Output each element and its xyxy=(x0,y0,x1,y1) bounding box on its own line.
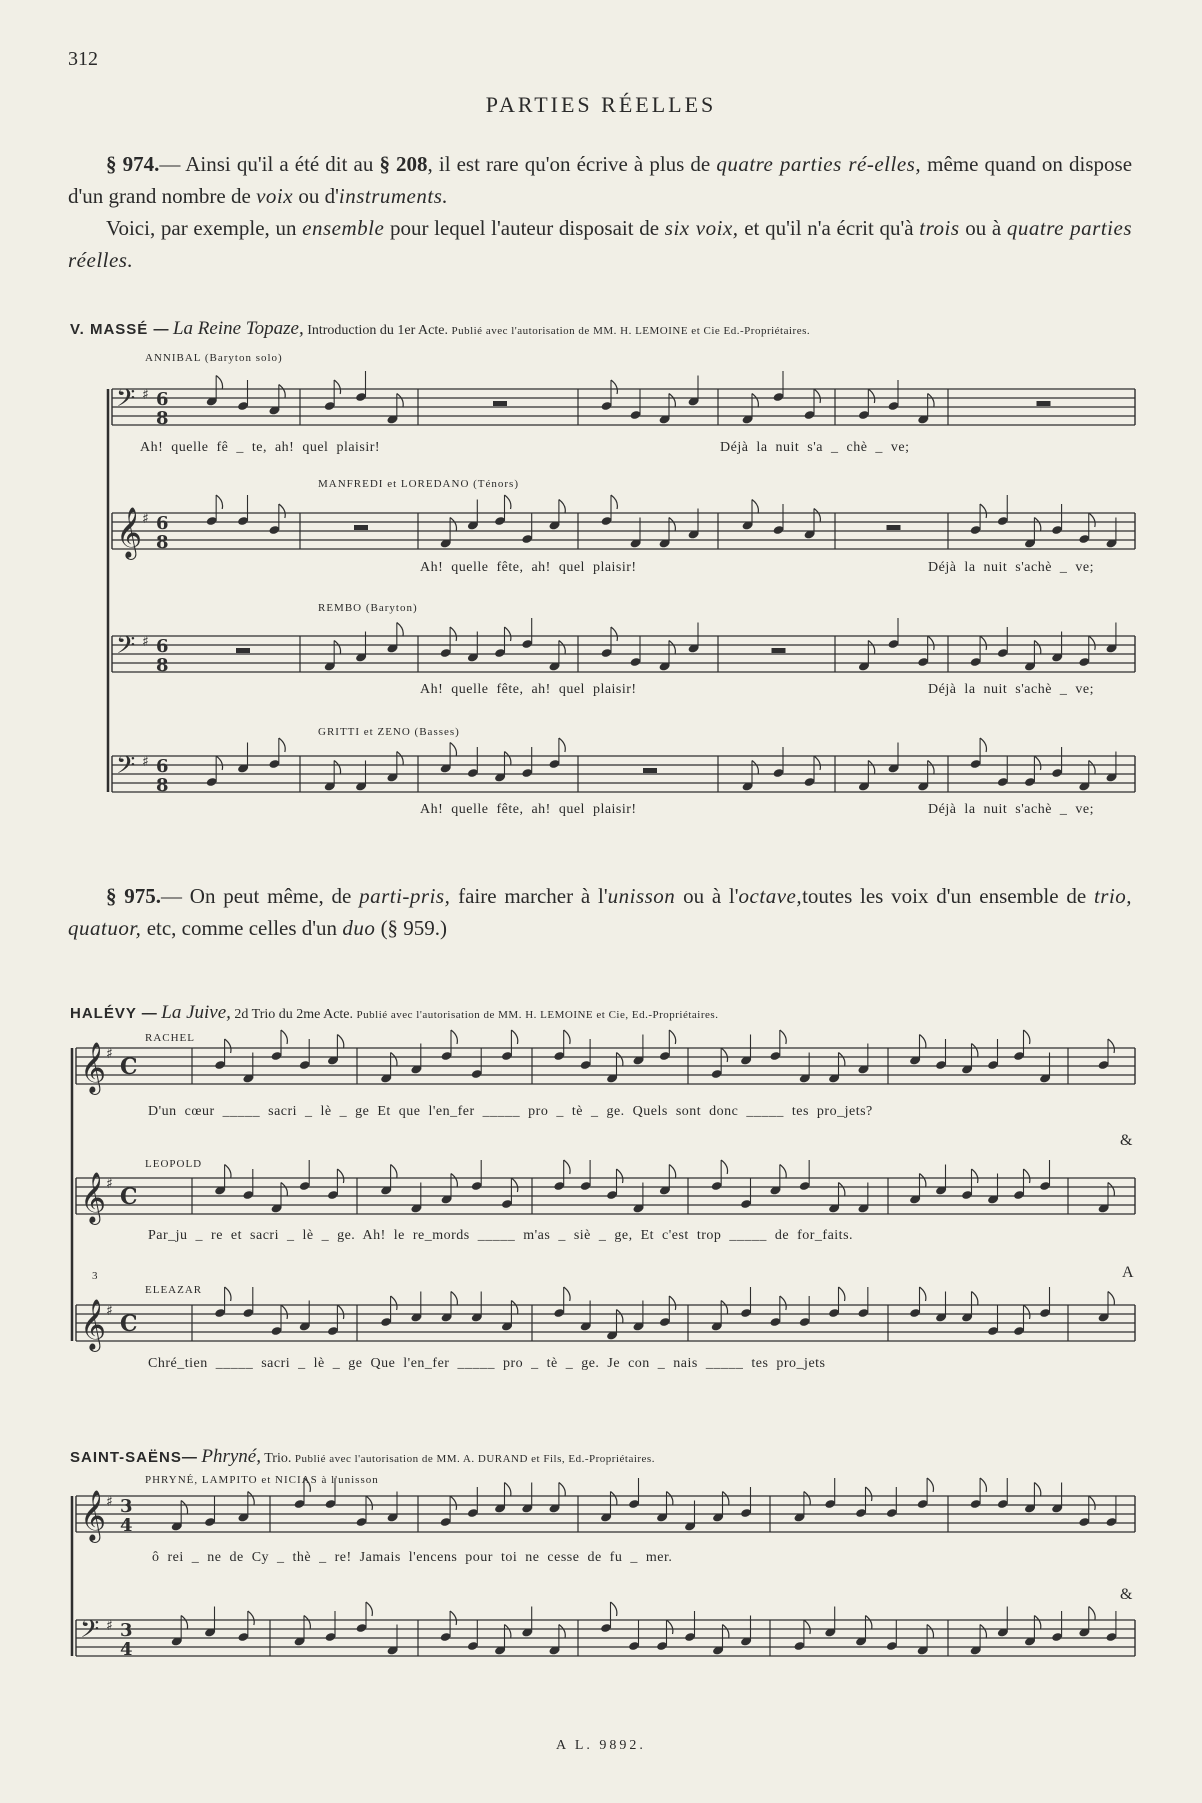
time-signature: 8 xyxy=(156,655,169,676)
note-flag xyxy=(1089,513,1095,527)
note-flag xyxy=(927,1478,933,1492)
text: Voici, par exemple, un xyxy=(106,216,303,240)
note-flag xyxy=(928,636,934,650)
emphasis: voix xyxy=(256,184,294,208)
note-flag xyxy=(669,518,675,532)
text: , il est rare qu'on écrive à plus de xyxy=(427,152,717,176)
time-signature: 6 xyxy=(156,389,169,410)
time-signature: 3 xyxy=(120,1496,133,1517)
note-flag xyxy=(559,1483,565,1497)
note-flag xyxy=(611,1492,617,1506)
work-info: Introduction du 1er Acte. xyxy=(307,323,448,338)
treble-clef: 𝄞 xyxy=(80,1299,107,1350)
voice-label: GRITTI et ZENO (Basses) xyxy=(318,726,460,738)
note-flag xyxy=(752,500,758,514)
note-flag xyxy=(564,1160,570,1174)
note-flag xyxy=(1034,756,1040,770)
permission: Publié avec l'autorisation de MM. A. DURAND et Fils, Ed.-Propriétaires. xyxy=(294,1453,655,1465)
time-signature: 8 xyxy=(156,532,169,553)
note-flag xyxy=(334,641,340,655)
note-flag xyxy=(1108,1292,1114,1306)
note-flag xyxy=(1089,1496,1095,1510)
text: pour lequel l'auteur disposait de xyxy=(384,216,665,240)
voice-label: RACHEL xyxy=(145,1032,195,1044)
note-flag xyxy=(1024,1305,1030,1319)
note-flag xyxy=(279,385,285,399)
note-flag xyxy=(804,1492,810,1506)
note-flag xyxy=(814,389,820,403)
note-flag xyxy=(505,752,511,766)
note-flag xyxy=(216,376,222,390)
note-flag xyxy=(391,1053,397,1067)
note-flag xyxy=(617,1310,623,1324)
note-flag xyxy=(337,1305,343,1319)
lyric: Déjà la nuit s'achè _ ve; xyxy=(928,802,1095,817)
lyric: Chré_tien _____ sacri _ lè _ ge Que l'en_fer _____ pro _ tè _ ge. Je con _ nais _____ tes pro_jets xyxy=(148,1356,826,1371)
composer: SAINT-SAËNS— xyxy=(70,1449,198,1466)
note-flag xyxy=(564,1030,570,1044)
note-flag xyxy=(1024,1030,1030,1044)
note-flag xyxy=(451,1292,457,1306)
lyric: Ah! quelle fête, ah! quel plaisir! xyxy=(420,560,637,575)
note-flag xyxy=(780,1165,786,1179)
note-flag xyxy=(839,1287,845,1301)
time-signature: 6 xyxy=(156,756,169,777)
note-flag xyxy=(611,380,617,394)
treble-clef: 𝄞 xyxy=(80,1042,107,1093)
text: — Ainsi qu'il a été dit au xyxy=(159,152,380,176)
treble-clef: 𝄞 xyxy=(80,1172,107,1223)
note-flag xyxy=(451,1174,457,1188)
note-flag xyxy=(450,518,456,532)
time-signature: 4 xyxy=(120,1639,133,1660)
section-number: § 974. xyxy=(106,152,160,176)
note-flag xyxy=(920,1287,926,1301)
note-flag xyxy=(505,495,511,509)
note-flag xyxy=(1089,636,1095,650)
note-flag xyxy=(868,761,874,775)
rest xyxy=(236,648,250,653)
time-signature: C xyxy=(120,1054,138,1080)
voice-label: PHRYNÉ, LAMPITO et NICIAS à l'unisson xyxy=(145,1474,379,1486)
continuation-marker: & xyxy=(1120,1132,1133,1149)
note-flag xyxy=(611,1602,617,1616)
rest xyxy=(643,768,657,773)
note-flag xyxy=(814,756,820,770)
voice-label: REMBO (Baryton) xyxy=(318,602,418,614)
lyric: Déjà la nuit s'a _ chè _ ve; xyxy=(720,440,910,455)
note-flag xyxy=(366,1496,372,1510)
composer: HALÉVY — xyxy=(70,1005,158,1022)
running-title: PARTIES RÉELLES xyxy=(485,92,717,117)
note-flag xyxy=(972,1044,978,1058)
note-flag xyxy=(866,1616,872,1630)
emphasis: quatre parties réelles. xyxy=(68,216,1132,272)
page-number: 312 xyxy=(68,48,98,70)
note-flag xyxy=(391,1296,397,1310)
note-flag xyxy=(397,752,403,766)
note-flag xyxy=(752,394,758,408)
note-flag xyxy=(920,1035,926,1049)
note-flag xyxy=(505,1625,511,1639)
note-flag xyxy=(1034,641,1040,655)
work-info: Trio. xyxy=(264,1451,292,1466)
note-flag xyxy=(334,380,340,394)
emphasis: unisson xyxy=(607,884,676,908)
time-signature: 8 xyxy=(156,408,169,429)
work-title: La Juive, xyxy=(161,1002,231,1023)
note-flag xyxy=(721,1048,727,1062)
note-flag xyxy=(1034,1616,1040,1630)
note-flag xyxy=(304,1616,310,1630)
note-flag xyxy=(669,1030,675,1044)
section-number: § 975. xyxy=(106,884,162,908)
reference: § 208 xyxy=(379,152,428,176)
text: même quand on dispose d'un grand nombre de xyxy=(68,152,1133,208)
note-flag xyxy=(216,756,222,770)
emphasis: instruments. xyxy=(338,184,449,208)
note-flag xyxy=(451,1030,457,1044)
emphasis: octave, xyxy=(738,884,803,908)
text: (§ 959.) xyxy=(375,916,448,940)
time-signature: 4 xyxy=(120,1515,133,1536)
note-flag xyxy=(559,641,565,655)
note-flag xyxy=(667,1620,673,1634)
note-flag xyxy=(505,1483,511,1497)
note-flag xyxy=(1034,1483,1040,1497)
text: ou d' xyxy=(293,184,339,208)
note-flag xyxy=(281,1305,287,1319)
note-flag xyxy=(814,509,820,523)
permission: Publié avec l'autorisation de MM. H. LEMOINE et Cie, Ed.-Propriétaires. xyxy=(356,1009,719,1021)
rest xyxy=(1037,401,1051,406)
note-flag xyxy=(980,738,986,752)
note-flag xyxy=(248,1611,254,1625)
voice-label: MANFREDI et LOREDANO (Ténors) xyxy=(318,478,520,490)
note-flag xyxy=(511,1178,517,1192)
note-flag xyxy=(723,1492,729,1506)
note-flag xyxy=(1108,1039,1114,1053)
note-flag xyxy=(366,1602,372,1616)
note-flag xyxy=(868,389,874,403)
key-signature: ♯ xyxy=(106,1046,113,1062)
note-flag xyxy=(505,627,511,641)
emphasis: duo xyxy=(342,916,376,940)
note-flag xyxy=(450,743,456,757)
note-flag xyxy=(279,504,285,518)
key-signature: ♯ xyxy=(106,1303,113,1319)
emphasis: parti-pris, xyxy=(359,884,451,908)
note-flag xyxy=(511,1301,517,1315)
text: faire marcher à l' xyxy=(450,884,608,908)
note-flag xyxy=(927,1625,933,1639)
note-flag xyxy=(216,495,222,509)
treble-clef: 𝄞 xyxy=(80,1490,107,1541)
plate-number: A L. 9892. xyxy=(556,1738,646,1753)
note-flag xyxy=(980,1625,986,1639)
composer: V. MASSÉ — xyxy=(70,321,170,338)
key-signature: ♯ xyxy=(106,1618,113,1634)
lyric: Déjà la nuit s'achè _ ve; xyxy=(928,682,1095,697)
note-flag xyxy=(181,1616,187,1630)
note-flag xyxy=(450,627,456,641)
time-signature: C xyxy=(120,1184,138,1210)
lyric: Ah! quelle fê _ te, ah! quel plaisir! xyxy=(140,440,381,455)
note-flag xyxy=(980,1478,986,1492)
text: toutes les voix d'un ensemble de xyxy=(802,884,1094,908)
note-flag xyxy=(337,1169,343,1183)
note-flag xyxy=(450,1611,456,1625)
key-signature: ♯ xyxy=(142,754,149,770)
note-flag xyxy=(279,738,285,752)
rest xyxy=(493,401,507,406)
voice-label: LEOPOLD xyxy=(145,1158,203,1170)
bass-clef: 𝄢 xyxy=(116,631,136,666)
rest xyxy=(887,525,901,530)
note-flag xyxy=(839,1053,845,1067)
note-flag xyxy=(980,636,986,650)
emphasis: trois xyxy=(919,216,960,240)
note-flag xyxy=(721,1301,727,1315)
note-flag xyxy=(839,1183,845,1197)
note-flag xyxy=(225,1039,231,1053)
lyric: D'un cœur _____ sacri _ lè _ ge Et que l'en_fer _____ pro _ tè _ ge. Quels sont donc _____ tes pro_jets? xyxy=(148,1104,873,1119)
note-flag xyxy=(972,1292,978,1306)
bass-clef: 𝄢 xyxy=(80,1615,100,1650)
note-flag xyxy=(1024,1169,1030,1183)
note-flag xyxy=(1108,1183,1114,1197)
time-signature: 6 xyxy=(156,636,169,657)
note-flag xyxy=(721,1160,727,1174)
note-flag xyxy=(559,738,565,752)
continuation-marker: A xyxy=(1122,1264,1134,1281)
note-flag xyxy=(248,1492,254,1506)
note-flag xyxy=(391,1165,397,1179)
note-flag xyxy=(866,1487,872,1501)
key-signature: ♯ xyxy=(142,511,149,527)
note-flag xyxy=(397,394,403,408)
note-flag xyxy=(669,1165,675,1179)
note-flag xyxy=(225,1165,231,1179)
note-flag xyxy=(920,1174,926,1188)
lyric: Ah! quelle fête, ah! quel plaisir! xyxy=(420,682,637,697)
note-flag xyxy=(804,1620,810,1634)
rest xyxy=(354,525,368,530)
note-flag xyxy=(304,1478,310,1492)
work-title: Phryné, xyxy=(201,1446,261,1467)
text: etc, comme celles d'un xyxy=(141,916,343,940)
note-flag xyxy=(669,641,675,655)
emphasis: six voix, xyxy=(664,216,739,240)
note-flag xyxy=(450,1496,456,1510)
bass-clef: 𝄢 xyxy=(116,384,136,419)
note-flag xyxy=(1089,761,1095,775)
continuation-marker: & xyxy=(1120,1586,1133,1603)
text: et qu'il n'a écrit qu'à xyxy=(738,216,920,240)
note-flag xyxy=(1034,518,1040,532)
note-flag xyxy=(397,623,403,637)
key-signature: ♯ xyxy=(142,634,149,650)
key-signature: ♯ xyxy=(106,1176,113,1192)
work-title: La Reine Topaze, xyxy=(172,318,304,339)
lyric: ô rei _ ne de Cy _ thè _ re! Jamais l'encens pour toi ne cesse de fu _ mer. xyxy=(152,1550,673,1565)
note-flag xyxy=(225,1287,231,1301)
note-flag xyxy=(667,1492,673,1506)
note-flag xyxy=(611,495,617,509)
lyric: Par_ju _ re et sacri _ lè _ ge. Ah! le re_mords _____ m'as _ siè _ ge, Et c'est trop _____ de for_faits. xyxy=(148,1228,854,1243)
note-flag xyxy=(181,1501,187,1515)
time-signature: 6 xyxy=(156,513,169,534)
key-signature: ♯ xyxy=(142,387,149,403)
voice-label: ELEAZAR xyxy=(145,1284,203,1296)
bass-clef: 𝄢 xyxy=(116,751,136,786)
measure-number: 3 xyxy=(92,1270,99,1282)
note-flag xyxy=(617,1169,623,1183)
note-flag xyxy=(780,1030,786,1044)
time-signature: 3 xyxy=(120,1620,133,1641)
text: ou à l' xyxy=(675,884,739,908)
note-flag xyxy=(559,500,565,514)
note-flag xyxy=(511,1030,517,1044)
time-signature: C xyxy=(120,1311,138,1337)
voice-label: ANNIBAL (Baryton solo) xyxy=(145,352,283,364)
note-flag xyxy=(334,761,340,775)
time-signature: 8 xyxy=(156,775,169,796)
note-flag xyxy=(1089,1607,1095,1621)
note-flag xyxy=(337,1035,343,1049)
note-flag xyxy=(780,1296,786,1310)
lyric: Ah! quelle fête, ah! quel plaisir! xyxy=(420,802,637,817)
lyric: Déjà la nuit s'achè _ ve; xyxy=(928,560,1095,575)
permission: Publié avec l'autorisation de MM. H. LEMOINE et Cie Ed.-Propriétaires. xyxy=(451,325,811,337)
note-flag xyxy=(928,394,934,408)
note-flag xyxy=(868,641,874,655)
note-flag xyxy=(972,1169,978,1183)
note-flag xyxy=(669,394,675,408)
note-flag xyxy=(281,1030,287,1044)
note-flag xyxy=(669,1296,675,1310)
key-signature: ♯ xyxy=(106,1494,113,1510)
note-flag xyxy=(617,1053,623,1067)
emphasis: trio, quatuor, xyxy=(68,884,1133,940)
note-flag xyxy=(928,761,934,775)
note-flag xyxy=(564,1287,570,1301)
note-flag xyxy=(559,1625,565,1639)
text: — On peut même, de xyxy=(161,884,360,908)
note-flag xyxy=(752,761,758,775)
rest xyxy=(772,648,786,653)
text: ou à xyxy=(959,216,1007,240)
emphasis: ensemble xyxy=(302,216,385,240)
treble-clef: 𝄞 xyxy=(116,507,143,558)
note-flag xyxy=(281,1183,287,1197)
note-flag xyxy=(980,504,986,518)
work-info: 2d Trio du 2me Acte. xyxy=(234,1007,354,1022)
note-flag xyxy=(723,1625,729,1639)
emphasis: quatre parties ré-elles, xyxy=(716,152,922,176)
note-flag xyxy=(611,627,617,641)
